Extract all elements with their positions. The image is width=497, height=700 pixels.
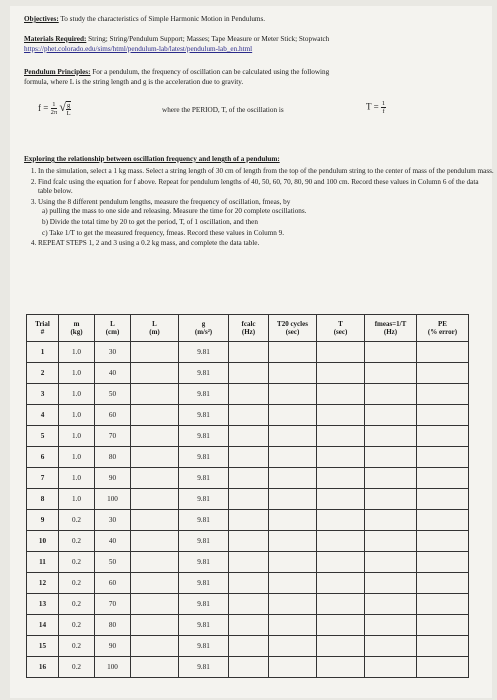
table-row bbox=[27, 531, 469, 552]
column-header-unit: (kg) bbox=[70, 328, 83, 336]
table-row bbox=[27, 573, 469, 594]
table-cell[interactable] bbox=[229, 468, 269, 489]
table-cell[interactable] bbox=[269, 342, 317, 363]
table-cell[interactable] bbox=[317, 384, 365, 405]
table-cell[interactable]: 0.2 bbox=[59, 531, 95, 552]
table-cell[interactable]: 1.0 bbox=[59, 426, 95, 447]
worksheet-page bbox=[10, 6, 492, 698]
table-row bbox=[27, 657, 469, 678]
period-lhs: T = bbox=[366, 101, 379, 112]
column-header-title: g bbox=[201, 320, 206, 328]
table-cell[interactable] bbox=[131, 405, 179, 426]
table-cell[interactable] bbox=[229, 615, 269, 636]
table-cell[interactable] bbox=[317, 489, 365, 510]
table-cell[interactable] bbox=[229, 426, 269, 447]
column-header-unit: (Hz) bbox=[241, 328, 256, 336]
column-header-unit: (cm) bbox=[105, 328, 120, 336]
column-header-title: fcalc bbox=[241, 320, 256, 328]
table-cell[interactable]: 9.81 bbox=[179, 657, 229, 678]
table-cell[interactable]: 0.2 bbox=[59, 657, 95, 678]
column-header bbox=[131, 315, 179, 342]
table-cell[interactable]: 9.81 bbox=[179, 552, 229, 573]
trial-number-cell: 13 bbox=[27, 594, 59, 615]
table-cell[interactable] bbox=[229, 531, 269, 552]
trial-number-cell: 10 bbox=[27, 531, 59, 552]
column-header-unit: (sec) bbox=[333, 328, 348, 336]
table-cell[interactable] bbox=[417, 342, 469, 363]
table-cell[interactable] bbox=[365, 552, 417, 573]
table-cell[interactable] bbox=[269, 615, 317, 636]
column-header-title: fmeas=1/T bbox=[374, 320, 407, 328]
table-cell[interactable]: 1.0 bbox=[59, 489, 95, 510]
table-cell[interactable]: 90 bbox=[95, 468, 131, 489]
table-cell[interactable]: 70 bbox=[95, 594, 131, 615]
table-cell[interactable]: 9.81 bbox=[179, 447, 229, 468]
table-cell[interactable]: 9.81 bbox=[179, 363, 229, 384]
period-text: where the PERIOD, T, of the oscillation is bbox=[162, 106, 284, 114]
table-cell[interactable] bbox=[417, 510, 469, 531]
table-cell[interactable]: 9.81 bbox=[179, 468, 229, 489]
table-cell[interactable] bbox=[417, 426, 469, 447]
objectives-line bbox=[24, 15, 265, 25]
table-cell[interactable]: 60 bbox=[95, 405, 131, 426]
simulation-link[interactable]: https://phet.colorado.edu/sims/html/pendulum-lab/latest/pendulum-lab_en.html bbox=[24, 45, 253, 53]
table-cell[interactable] bbox=[365, 636, 417, 657]
table-cell[interactable] bbox=[317, 636, 365, 657]
table-cell[interactable] bbox=[365, 657, 417, 678]
table-cell[interactable] bbox=[417, 573, 469, 594]
table-cell[interactable] bbox=[365, 447, 417, 468]
table-cell[interactable]: 0.2 bbox=[59, 636, 95, 657]
table-row bbox=[27, 384, 469, 405]
table-cell[interactable] bbox=[131, 636, 179, 657]
principles-label: Pendulum Principles: bbox=[24, 68, 91, 76]
table-cell[interactable] bbox=[365, 594, 417, 615]
column-header-unit: # bbox=[40, 328, 45, 336]
principles-line bbox=[24, 68, 329, 78]
column-header-title: m bbox=[73, 320, 80, 328]
table-cell[interactable]: 9.81 bbox=[179, 573, 229, 594]
table-cell[interactable]: 9.81 bbox=[179, 405, 229, 426]
table-cell[interactable] bbox=[365, 426, 417, 447]
table-cell[interactable] bbox=[317, 426, 365, 447]
table-cell[interactable] bbox=[317, 447, 365, 468]
table-cell[interactable] bbox=[417, 405, 469, 426]
trial-number-cell: 2 bbox=[27, 363, 59, 384]
table-cell[interactable]: 9.81 bbox=[179, 531, 229, 552]
table-cell[interactable] bbox=[229, 510, 269, 531]
table-cell[interactable] bbox=[229, 447, 269, 468]
trial-number-cell: 7 bbox=[27, 468, 59, 489]
table-cell[interactable] bbox=[229, 342, 269, 363]
table-cell[interactable]: 9.81 bbox=[179, 489, 229, 510]
sqrt-denominator: L bbox=[66, 109, 71, 117]
column-header bbox=[95, 315, 131, 342]
formula-denominator: 2π bbox=[50, 109, 58, 117]
table-row bbox=[27, 405, 469, 426]
table-row bbox=[27, 342, 469, 363]
table-cell[interactable] bbox=[269, 636, 317, 657]
table-cell[interactable]: 9.81 bbox=[179, 426, 229, 447]
sqrt-icon: √ bbox=[59, 100, 66, 114]
table-cell[interactable] bbox=[317, 594, 365, 615]
trial-number-cell: 12 bbox=[27, 573, 59, 594]
table-row bbox=[27, 468, 469, 489]
table-cell[interactable]: 90 bbox=[95, 636, 131, 657]
table-cell[interactable] bbox=[229, 552, 269, 573]
table-cell[interactable] bbox=[131, 552, 179, 573]
trial-number-cell: 9 bbox=[27, 510, 59, 531]
column-header-unit: (m/s²) bbox=[194, 328, 213, 336]
table-cell[interactable] bbox=[417, 615, 469, 636]
period-numerator: 1 bbox=[381, 100, 386, 107]
table-cell[interactable] bbox=[365, 510, 417, 531]
step-3 bbox=[38, 198, 494, 238]
table-cell[interactable] bbox=[131, 447, 179, 468]
table-cell[interactable]: 9.81 bbox=[179, 594, 229, 615]
table-cell[interactable]: 9.81 bbox=[179, 384, 229, 405]
table-body bbox=[27, 342, 469, 678]
sqrt-fraction bbox=[66, 101, 71, 117]
trial-number-cell: 11 bbox=[27, 552, 59, 573]
table-cell[interactable] bbox=[269, 447, 317, 468]
column-header bbox=[365, 315, 417, 342]
table-row bbox=[27, 489, 469, 510]
table-row bbox=[27, 594, 469, 615]
table-cell[interactable] bbox=[317, 342, 365, 363]
table-cell[interactable] bbox=[317, 363, 365, 384]
formula-lhs: f = bbox=[38, 103, 49, 113]
table-cell[interactable] bbox=[131, 468, 179, 489]
table-cell[interactable] bbox=[417, 489, 469, 510]
column-header-title: PE bbox=[438, 320, 447, 328]
table-cell[interactable] bbox=[365, 342, 417, 363]
materials-text: String; String/Pendulum Support; Masses; Tape Measure or Meter Stick; Stopwatch bbox=[86, 35, 330, 43]
table-header-row bbox=[27, 315, 469, 342]
table-cell[interactable] bbox=[417, 657, 469, 678]
table-cell[interactable]: 30 bbox=[95, 510, 131, 531]
table-cell[interactable] bbox=[269, 552, 317, 573]
column-header bbox=[229, 315, 269, 342]
formula-numerator: 1 bbox=[52, 101, 56, 109]
step-4: 4. REPEAT STEPS 1, 2 and 3 using a 0.2 kg mass, and complete the data table. bbox=[38, 239, 494, 249]
trial-number-cell: 4 bbox=[27, 405, 59, 426]
table-cell[interactable] bbox=[317, 531, 365, 552]
table-cell[interactable]: 100 bbox=[95, 657, 131, 678]
table-cell[interactable] bbox=[417, 447, 469, 468]
step-3-text: Using the 8 different pendulum lengths, measure the frequency of oscillation, fmeas, by bbox=[38, 197, 291, 206]
table-cell[interactable]: 1.0 bbox=[59, 468, 95, 489]
table-cell[interactable] bbox=[131, 426, 179, 447]
table-cell[interactable] bbox=[269, 363, 317, 384]
table-row bbox=[27, 363, 469, 384]
table-cell[interactable] bbox=[131, 594, 179, 615]
table-cell[interactable]: 50 bbox=[95, 552, 131, 573]
table-cell[interactable] bbox=[365, 615, 417, 636]
column-header-unit: (sec) bbox=[285, 328, 300, 336]
substep-a: a) pulling the mass to one side and releasing. Measure the time for 20 complete oscillations. bbox=[42, 207, 307, 216]
trial-number-cell: 8 bbox=[27, 489, 59, 510]
step-3-substeps bbox=[38, 207, 494, 238]
table-cell[interactable] bbox=[417, 636, 469, 657]
column-header-unit: (Hz) bbox=[383, 328, 398, 336]
table-cell[interactable] bbox=[269, 531, 317, 552]
table-row bbox=[27, 426, 469, 447]
table-cell[interactable] bbox=[417, 363, 469, 384]
table-cell[interactable] bbox=[417, 468, 469, 489]
table-cell[interactable] bbox=[229, 363, 269, 384]
column-header bbox=[317, 315, 365, 342]
table-cell[interactable]: 9.81 bbox=[179, 342, 229, 363]
table-cell[interactable] bbox=[317, 615, 365, 636]
table-cell[interactable] bbox=[269, 489, 317, 510]
step-1: 1. In the simulation, select a 1 kg mass. Select a string length of 30 cm of length from the top of the pendulum string to the center of mass of the pendulum mass. bbox=[38, 167, 494, 177]
table-cell[interactable] bbox=[317, 657, 365, 678]
table-cell[interactable] bbox=[131, 489, 179, 510]
table-cell[interactable]: 1.0 bbox=[59, 405, 95, 426]
table-cell[interactable]: 0.2 bbox=[59, 552, 95, 573]
table-cell[interactable] bbox=[269, 657, 317, 678]
table-cell[interactable] bbox=[131, 531, 179, 552]
table-cell[interactable]: 1.0 bbox=[59, 384, 95, 405]
objectives-label: Objectives: bbox=[24, 15, 59, 23]
frequency-formula bbox=[38, 100, 71, 117]
table-cell[interactable] bbox=[365, 468, 417, 489]
table-cell[interactable] bbox=[229, 657, 269, 678]
table-cell[interactable]: 9.81 bbox=[179, 510, 229, 531]
column-header-title: T20 cycles bbox=[277, 320, 308, 328]
table-row bbox=[27, 510, 469, 531]
table-cell[interactable] bbox=[365, 384, 417, 405]
table-cell[interactable] bbox=[269, 468, 317, 489]
table-cell[interactable] bbox=[417, 594, 469, 615]
trial-number-cell: 16 bbox=[27, 657, 59, 678]
step-2: 2. Find fcalc using the equation for f above. Repeat for pendulum lengths of 40, 50, 60, 70, 80, 90 and 100 cm. Record these values in Column 6 of the data table below. bbox=[38, 178, 494, 197]
table-cell[interactable] bbox=[365, 531, 417, 552]
table-cell[interactable] bbox=[131, 510, 179, 531]
column-header-unit: (m) bbox=[149, 328, 160, 336]
trial-number-cell: 14 bbox=[27, 615, 59, 636]
table-cell[interactable] bbox=[317, 552, 365, 573]
period-fraction bbox=[381, 100, 386, 115]
table-cell[interactable] bbox=[417, 552, 469, 573]
exploring-heading: Exploring the relationship between oscillation frequency and length of a pendulum: bbox=[24, 155, 280, 163]
data-table bbox=[26, 314, 469, 678]
period-denominator: f bbox=[382, 108, 385, 115]
table-cell[interactable] bbox=[229, 384, 269, 405]
substep-b: b) Divide the total time by 20 to get the period, T, of 1 oscillation, and then bbox=[42, 217, 258, 226]
table-cell[interactable]: 0.2 bbox=[59, 510, 95, 531]
column-header bbox=[59, 315, 95, 342]
substep-c: c) Take 1/T to get the measured frequency, fmeas. Record these values in Column 9. bbox=[42, 228, 285, 237]
table-cell[interactable] bbox=[269, 426, 317, 447]
table-cell[interactable] bbox=[229, 636, 269, 657]
table-cell[interactable] bbox=[365, 363, 417, 384]
table-cell[interactable]: 0.2 bbox=[59, 573, 95, 594]
table-row bbox=[27, 636, 469, 657]
sqrt-numerator: g bbox=[66, 101, 71, 109]
table-cell[interactable]: 1.0 bbox=[59, 342, 95, 363]
table-cell[interactable] bbox=[229, 489, 269, 510]
table-row bbox=[27, 552, 469, 573]
table-cell[interactable] bbox=[317, 573, 365, 594]
column-header-title: T bbox=[338, 320, 343, 328]
table-row bbox=[27, 615, 469, 636]
column-header-unit: (% error) bbox=[427, 328, 458, 336]
column-header bbox=[27, 315, 59, 342]
column-header-title: L bbox=[152, 320, 157, 328]
formula-fraction bbox=[51, 101, 58, 116]
column-header-title: L bbox=[110, 320, 115, 328]
table-cell[interactable] bbox=[365, 489, 417, 510]
period-formula bbox=[366, 100, 386, 115]
materials-label: Materials Required: bbox=[24, 35, 87, 43]
table-cell[interactable] bbox=[131, 615, 179, 636]
table-cell[interactable] bbox=[269, 594, 317, 615]
table-cell[interactable] bbox=[131, 657, 179, 678]
table-cell[interactable]: 80 bbox=[95, 615, 131, 636]
table-cell[interactable] bbox=[229, 594, 269, 615]
table-cell[interactable]: 70 bbox=[95, 426, 131, 447]
column-header bbox=[417, 315, 469, 342]
table-cell[interactable] bbox=[317, 405, 365, 426]
table-cell[interactable] bbox=[317, 510, 365, 531]
procedure-steps bbox=[24, 167, 494, 250]
trial-number-cell: 15 bbox=[27, 636, 59, 657]
table-cell[interactable]: 60 bbox=[95, 573, 131, 594]
table-cell[interactable] bbox=[229, 573, 269, 594]
table-cell[interactable]: 9.81 bbox=[179, 615, 229, 636]
table-cell[interactable]: 0.2 bbox=[59, 594, 95, 615]
table-cell[interactable] bbox=[131, 573, 179, 594]
table-cell[interactable]: 0.2 bbox=[59, 615, 95, 636]
table-cell[interactable]: 1.0 bbox=[59, 447, 95, 468]
table-cell[interactable] bbox=[269, 384, 317, 405]
table-cell[interactable]: 1.0 bbox=[59, 363, 95, 384]
principles-text: For a pendulum, the frequency of oscillation can be calculated using the following bbox=[90, 68, 330, 76]
table-cell[interactable] bbox=[131, 342, 179, 363]
table-cell[interactable] bbox=[269, 573, 317, 594]
trial-number-cell: 3 bbox=[27, 384, 59, 405]
trial-number-cell: 1 bbox=[27, 342, 59, 363]
table-cell[interactable] bbox=[365, 573, 417, 594]
table-cell[interactable] bbox=[365, 405, 417, 426]
table-cell[interactable] bbox=[269, 405, 317, 426]
table-cell[interactable]: 100 bbox=[95, 489, 131, 510]
principles-line-2: formula, where L is the string length and g is the acceleration due to gravity. bbox=[24, 78, 244, 86]
table-cell[interactable] bbox=[417, 531, 469, 552]
table-cell[interactable]: 40 bbox=[95, 531, 131, 552]
table-cell[interactable] bbox=[131, 384, 179, 405]
table-cell[interactable] bbox=[417, 384, 469, 405]
column-header bbox=[269, 315, 317, 342]
table-cell[interactable]: 30 bbox=[95, 342, 131, 363]
column-header-title: Trial bbox=[35, 320, 50, 328]
table-cell[interactable] bbox=[269, 510, 317, 531]
objectives-text: To study the characteristics of Simple Harmonic Motion in Pendulums. bbox=[58, 15, 266, 23]
table-cell[interactable]: 40 bbox=[95, 363, 131, 384]
table-cell[interactable]: 80 bbox=[95, 447, 131, 468]
table-cell[interactable]: 50 bbox=[95, 384, 131, 405]
column-header bbox=[179, 315, 229, 342]
trial-number-cell: 5 bbox=[27, 426, 59, 447]
trial-number-cell: 6 bbox=[27, 447, 59, 468]
table-cell[interactable] bbox=[131, 363, 179, 384]
materials-line bbox=[24, 35, 329, 45]
table-row bbox=[27, 447, 469, 468]
table-cell[interactable]: 9.81 bbox=[179, 636, 229, 657]
table-cell[interactable] bbox=[229, 405, 269, 426]
table-cell[interactable] bbox=[317, 468, 365, 489]
